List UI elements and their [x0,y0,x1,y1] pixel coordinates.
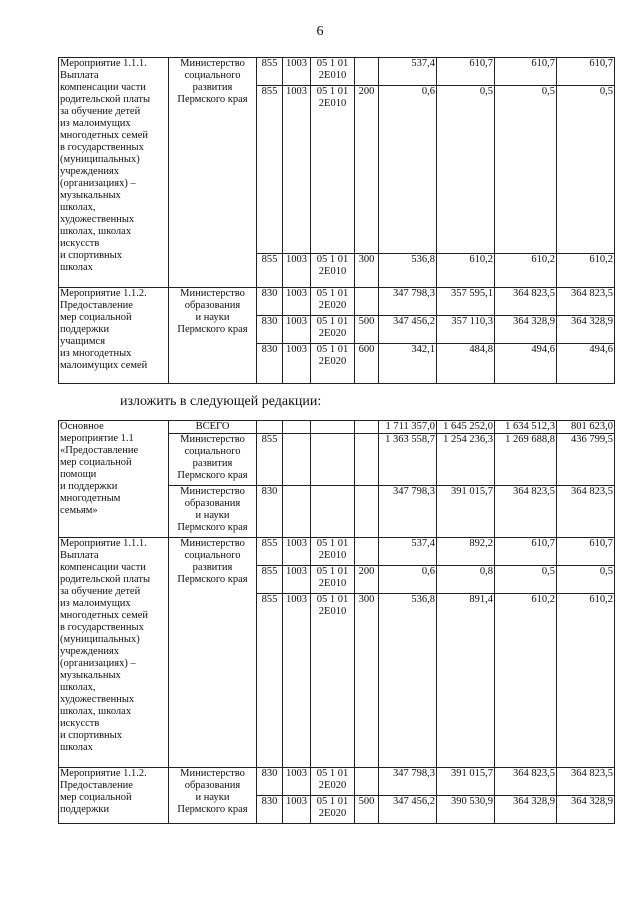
code-section: 1003 [283,796,311,824]
measure-1-1-2-description [59,288,169,384]
text-line: поддержки [60,324,110,335]
total-label: ВСЕГО [169,421,257,434]
value-cell: 364 823,5 [495,486,557,538]
code-expense-type [355,768,379,796]
text-line: Министерство [180,58,245,69]
text-line: образования [184,498,241,509]
value-cell: 1 645 252,0 [437,421,495,434]
agency-education [169,768,257,824]
text-line: Мероприятие 1.1.2. [60,768,147,779]
text-line: из малоимущих [60,118,131,129]
code-ministry: 855 [257,566,283,594]
code-expense-type: 500 [355,316,379,344]
code-target: 05 1 01 2Е010 [311,254,355,288]
text-line: (муниципальных) [60,154,140,165]
code-target: 05 1 01 2Е010 [311,538,355,566]
value-cell: 364 328,9 [495,316,557,344]
code-expense-type [355,538,379,566]
value-cell: 1 634 512,3 [495,421,557,434]
code-ministry: 830 [257,316,283,344]
value-cell: 347 456,2 [379,316,437,344]
text-line: Пермского края [177,522,248,533]
code-expense-type: 500 [355,796,379,824]
text-line: Мероприятие 1.1.1. [60,58,147,69]
code-target: 05 1 01 2Е020 [311,316,355,344]
value-cell: 1 269 688,8 [495,434,557,486]
value-cell: 391 015,7 [437,768,495,796]
text-line: из малоимущих [60,598,131,609]
text-line: школах, школах [60,226,132,237]
code-ministry: 855 [257,254,283,288]
text-line: мер социальной [60,792,132,803]
text-line: и науки [195,312,230,323]
text-line: Министерство [180,288,245,299]
text-line: музыкальных [60,190,121,201]
code-target: 05 1 01 2Е020 [311,796,355,824]
text-line: многодетных семей [60,610,149,621]
value-cell: 0,5 [557,86,615,254]
code-expense-type [355,58,379,86]
code-section: 1003 [283,566,311,594]
text-line: поддержки [60,804,110,815]
value-cell: 610,7 [557,58,615,86]
text-line: и науки [195,510,230,521]
text-line: родительской платы [60,94,151,105]
text-line: семьям» [60,505,98,516]
text-line: в государственных [60,622,144,633]
code-section: 1003 [283,538,311,566]
measure-1-1-1-description [59,538,169,768]
text-line: и спортивных [60,250,122,261]
text-line: Министерство [180,538,245,549]
text-line: Предоставление [60,300,133,311]
code-target: 05 1 01 2Е010 [311,86,355,254]
code-ministry: 855 [257,538,283,566]
text-line: Пермского края [177,574,248,585]
code-section: 1003 [283,594,311,768]
value-cell: 0,8 [437,566,495,594]
text-line: развития [192,458,233,469]
measure-1-1-2-description [59,768,169,824]
text-line: Министерство [180,434,245,445]
text-line: «Предоставление [60,445,139,456]
value-cell: 0,5 [557,566,615,594]
value-cell: 364 328,9 [495,796,557,824]
code-section: 1003 [283,254,311,288]
agency-education [169,486,257,538]
value-cell: 891,4 [437,594,495,768]
text-line: музыкальных [60,670,121,681]
value-cell: 610,2 [557,594,615,768]
text-line: многодетных семей [60,130,149,141]
text-line: школах [60,262,93,273]
code-section: 1003 [283,768,311,796]
text-line: школах, [60,202,96,213]
code-section: 1003 [283,316,311,344]
value-cell: 1 711 357,0 [379,421,437,434]
text-line: (организациях) – [60,658,136,669]
text-line: социального [184,70,241,81]
text-line: искусств [60,718,100,729]
value-cell: 610,2 [557,254,615,288]
text-line: (муниципальных) [60,634,140,645]
value-cell: 536,8 [379,254,437,288]
text-line: развития [192,82,233,93]
code-ministry: 830 [257,768,283,796]
text-line: Пермского края [177,470,248,481]
value-cell: 0,6 [379,566,437,594]
text-line: художественных [60,694,135,705]
value-cell: 610,7 [495,58,557,86]
code-ministry: 855 [257,594,283,768]
measure-1-1-1-description [59,58,169,288]
code-expense-type: 200 [355,566,379,594]
text-line: учреждениях [60,646,120,657]
text-line: мер социальной [60,312,132,323]
text-line: школах [60,742,93,753]
budget-table-old [58,57,615,384]
value-cell: 347 798,3 [379,486,437,538]
code-ministry: 830 [257,288,283,316]
value-cell: 364 823,5 [495,288,557,316]
value-cell: 610,7 [557,538,615,566]
text-line: за обучение детей [60,106,141,117]
value-cell: 1 254 236,3 [437,434,495,486]
text-line: и спортивных [60,730,122,741]
text-line: и науки [195,792,230,803]
text-line: образования [184,300,241,311]
value-cell: 364 823,5 [557,768,615,796]
code-expense-type: 600 [355,344,379,384]
text-line: из многодетных [60,348,132,359]
code-expense-type [355,288,379,316]
text-line: Министерство [180,768,245,779]
value-cell: 364 823,5 [557,486,615,538]
text-line: Мероприятие 1.1.1. [60,538,147,549]
value-cell: 801 623,0 [557,421,615,434]
value-cell: 364 328,9 [557,316,615,344]
code-ministry: 855 [257,434,283,486]
value-cell: 342,1 [379,344,437,384]
text-line: социального [184,446,241,457]
text-line: мероприятие 1.1 [60,433,134,444]
code-expense-type: 300 [355,254,379,288]
text-line: мер социальной [60,457,132,468]
text-line: многодетным [60,493,121,504]
amendment-caption: изложить в следующей редакции: [120,394,322,409]
value-cell: 610,2 [495,594,557,768]
text-line: помощи [60,469,97,480]
text-line: Пермского края [177,94,248,105]
code-target: 05 1 01 2Е010 [311,566,355,594]
text-line: Выплата [60,70,99,81]
text-line: малоимущих семей [60,360,148,371]
code-target: 05 1 01 2Е010 [311,58,355,86]
text-line: Министерство [180,486,245,497]
value-cell: 390 530,9 [437,796,495,824]
text-line: учащимся [60,336,106,347]
code-target: 05 1 01 2Е020 [311,344,355,384]
code-target: 05 1 01 2Е020 [311,768,355,796]
value-cell: 484,8 [437,344,495,384]
text-line: в государственных [60,142,144,153]
value-cell: 347 798,3 [379,768,437,796]
code-section: 1003 [283,86,311,254]
value-cell: 0,6 [379,86,437,254]
value-cell: 610,2 [495,254,557,288]
text-line: образования [184,780,241,791]
code-section: 1003 [283,344,311,384]
code-expense-type: 300 [355,594,379,768]
value-cell: 391 015,7 [437,486,495,538]
text-line: искусств [60,238,100,249]
value-cell: 364 823,5 [495,768,557,796]
agency-social-development [169,434,257,486]
text-line: Основное [60,421,104,432]
text-line: учреждениях [60,166,120,177]
code-target: 05 1 01 2Е020 [311,288,355,316]
agency-education [169,288,257,384]
value-cell: 0,5 [495,566,557,594]
agency-social-development [169,58,257,288]
text-line: школах, [60,682,96,693]
agency-social-development [169,538,257,768]
text-line: школах, школах [60,706,132,717]
code-ministry: 830 [257,486,283,538]
text-line: художественных [60,214,135,225]
text-line: Выплата [60,550,99,561]
value-cell: 1 363 558,7 [379,434,437,486]
text-line: компенсации части [60,562,146,573]
text-line: и поддержки [60,481,118,492]
code-expense-type: 200 [355,86,379,254]
value-cell: 357 595,1 [437,288,495,316]
value-cell: 364 823,5 [557,288,615,316]
value-cell: 436 799,5 [557,434,615,486]
text-line: родительской платы [60,574,151,585]
text-line: Мероприятие 1.1.2. [60,288,147,299]
main-measure-1-1-description [59,421,169,538]
value-cell: 347 798,3 [379,288,437,316]
text-line: компенсации части [60,82,146,93]
page-number: 6 [316,24,324,39]
value-cell: 537,4 [379,58,437,86]
value-cell: 357 110,3 [437,316,495,344]
value-cell: 537,4 [379,538,437,566]
code-ministry: 855 [257,86,283,254]
text-line: Пермского края [177,804,248,815]
code-section: 1003 [283,288,311,316]
code-target: 05 1 01 2Е010 [311,594,355,768]
value-cell: 0,5 [437,86,495,254]
value-cell: 892,2 [437,538,495,566]
budget-table-new [58,420,615,824]
code-ministry: 830 [257,344,283,384]
value-cell: 610,7 [495,538,557,566]
text-line: Пермского края [177,324,248,335]
code-ministry: 830 [257,796,283,824]
value-cell: 610,7 [437,58,495,86]
value-cell: 0,5 [495,86,557,254]
code-ministry: 855 [257,58,283,86]
value-cell: 610,2 [437,254,495,288]
value-cell: 494,6 [495,344,557,384]
value-cell: 364 328,9 [557,796,615,824]
value-cell: 494,6 [557,344,615,384]
text-line: за обучение детей [60,586,141,597]
value-cell: 347 456,2 [379,796,437,824]
text-line: социального [184,550,241,561]
text-line: (организациях) – [60,178,136,189]
value-cell: 536,8 [379,594,437,768]
text-line: развития [192,562,233,573]
text-line: Предоставление [60,780,133,791]
code-section: 1003 [283,58,311,86]
